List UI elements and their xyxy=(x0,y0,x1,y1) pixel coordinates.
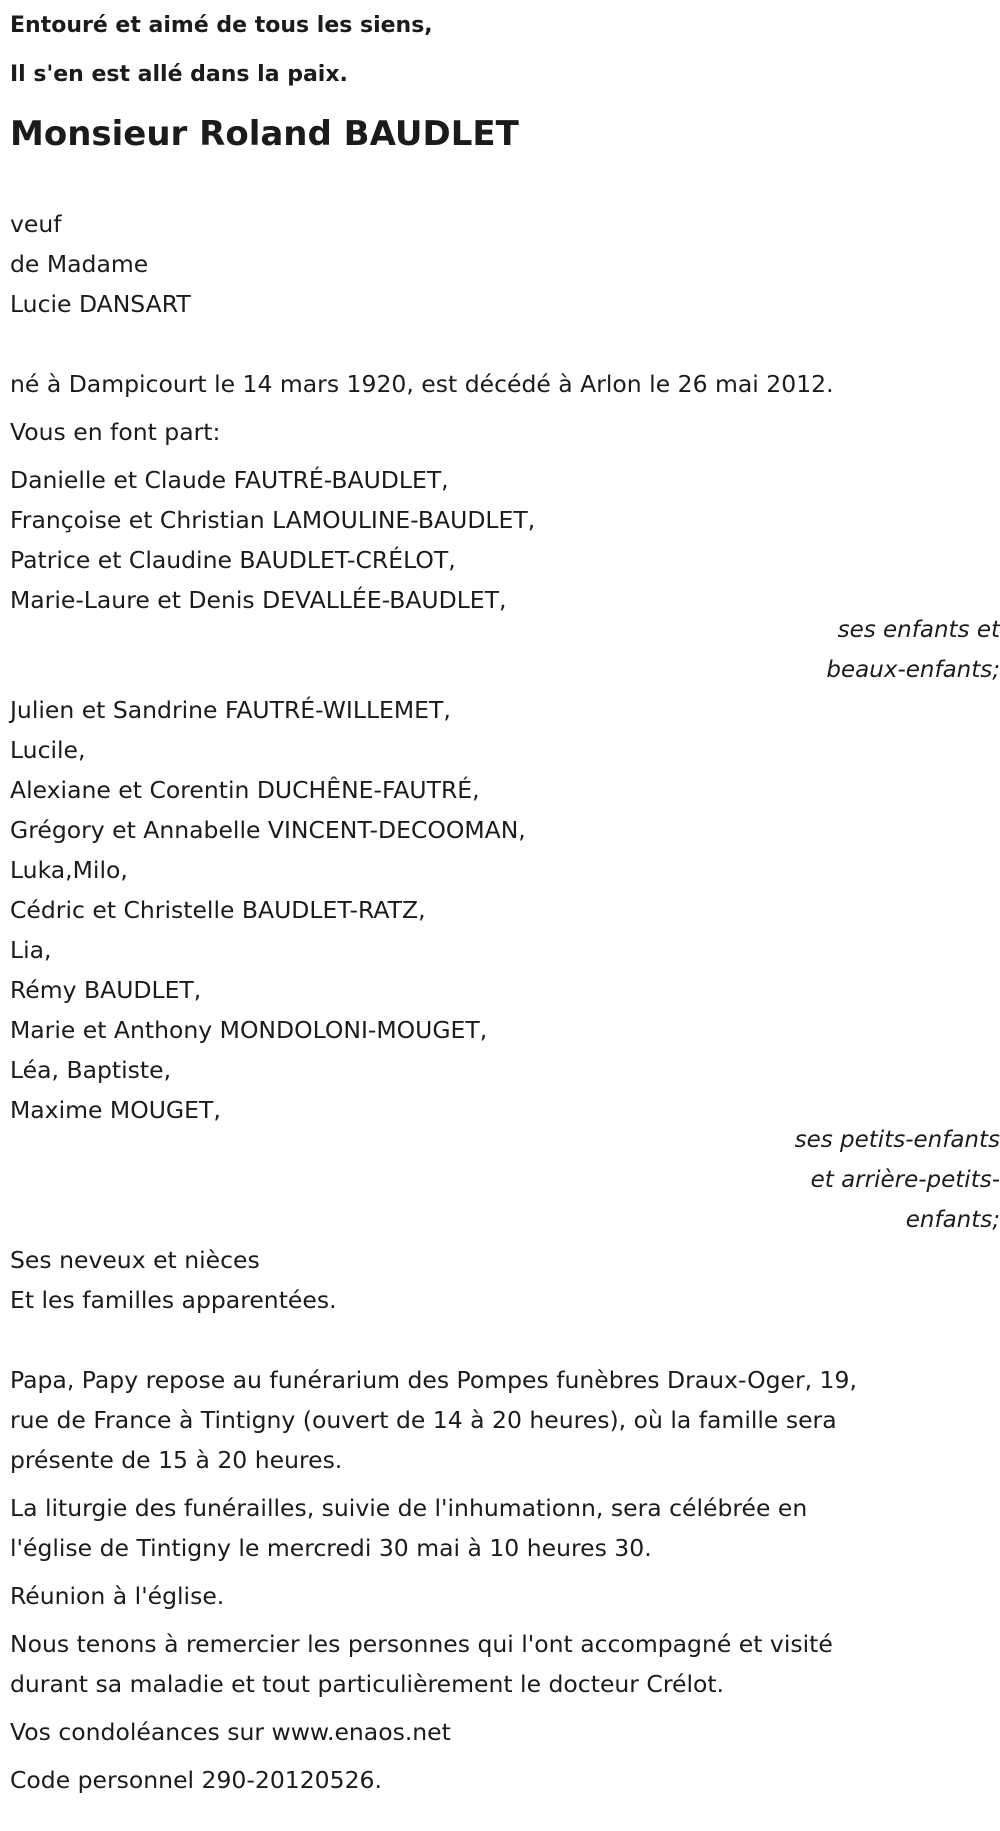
list-item: Marie-Laure et Denis DEVALLÉE-BAUDLET, xyxy=(10,586,507,614)
announce-line: Vous en font part: xyxy=(10,418,221,446)
list-item: Françoise et Christian LAMOULINE-BAUDLET, xyxy=(10,506,536,534)
intro-text xyxy=(10,0,990,100)
liturgy-line-1: La liturgie des funérailles, suivie de l'inhumationn, sera célébrée en xyxy=(10,1494,808,1522)
spouse-line-2: de Madame xyxy=(10,250,149,278)
intro-line-2: Il s'en est allé dans la paix. xyxy=(10,62,348,87)
spouse-line-3: Lucie DANSART xyxy=(10,290,191,318)
grandchildren-relation-line-2: et arrière-petits- xyxy=(810,1167,1000,1193)
list-item: Danielle et Claude FAUTRÉ-BAUDLET, xyxy=(10,466,449,494)
others-line-2: Et les familles apparentées. xyxy=(10,1286,337,1314)
deceased-name: Monsieur Roland BAUDLET xyxy=(10,114,519,154)
list-item: Léa, Baptiste, xyxy=(10,1056,172,1084)
repose-paragraph xyxy=(10,1360,990,1480)
repose-line-2: rue de France à Tintigny (ouvert de 14 à 20 heures), où la famille sera xyxy=(10,1406,837,1434)
list-item: Julien et Sandrine FAUTRÉ-WILLEMET, xyxy=(10,696,451,724)
intro-line-1: Entouré et aimé de tous les siens, xyxy=(10,13,433,38)
thanks-line-1: Nous tenons à remercier les personnes qui l'ont accompagné et visité xyxy=(10,1630,833,1658)
list-item: Lucile, xyxy=(10,736,86,764)
children-relation xyxy=(10,617,1000,690)
grandchildren-relation-line-1: ses petits-enfants xyxy=(794,1127,1000,1153)
others-line-1: Ses neveux et nièces xyxy=(10,1246,260,1274)
list-item: Patrice et Claudine BAUDLET-CRÉLOT, xyxy=(10,546,456,574)
list-item: Grégory et Annabelle VINCENT-DECOOMAN, xyxy=(10,816,526,844)
children-list xyxy=(10,460,990,620)
birth-death-line: né à Dampicourt le 14 mars 1920, est décédé à Arlon le 26 mai 2012. xyxy=(10,370,834,398)
repose-line-3: présente de 15 à 20 heures. xyxy=(10,1446,343,1474)
grandchildren-relation xyxy=(10,1127,1000,1240)
grandchildren-list xyxy=(10,690,990,1130)
condolences-line: Vos condoléances sur www.enaos.net xyxy=(10,1718,451,1746)
spouse-block xyxy=(10,204,990,324)
liturgy-paragraph xyxy=(10,1488,990,1568)
personal-code-line: Code personnel 290-20120526. xyxy=(10,1766,382,1794)
list-item: Cédric et Christelle BAUDLET-RATZ, xyxy=(10,896,426,924)
children-relation-line-1: ses enfants et xyxy=(837,617,1000,643)
repose-line-1: Papa, Papy repose au funérarium des Pompes funèbres Draux-Oger, 19, xyxy=(10,1366,857,1394)
list-item: Marie et Anthony MONDOLONI-MOUGET, xyxy=(10,1016,488,1044)
list-item: Lia, xyxy=(10,936,52,964)
thanks-paragraph xyxy=(10,1624,990,1704)
thanks-line-2: durant sa maladie et tout particulièrement le docteur Crélot. xyxy=(10,1670,725,1698)
grandchildren-relation-line-3: enfants; xyxy=(905,1207,1000,1233)
list-item: Alexiane et Corentin DUCHÊNE-FAUTRÉ, xyxy=(10,776,480,804)
liturgy-line-2: l'église de Tintigny le mercredi 30 mai à 10 heures 30. xyxy=(10,1534,652,1562)
list-item: Maxime MOUGET, xyxy=(10,1096,221,1124)
reunion-line: Réunion à l'église. xyxy=(10,1582,225,1610)
others-block xyxy=(10,1240,990,1320)
list-item: Luka,Milo, xyxy=(10,856,128,884)
list-item: Rémy BAUDLET, xyxy=(10,976,202,1004)
children-relation-line-2: beaux-enfants; xyxy=(826,657,1000,683)
spouse-line-1: veuf xyxy=(10,210,62,238)
